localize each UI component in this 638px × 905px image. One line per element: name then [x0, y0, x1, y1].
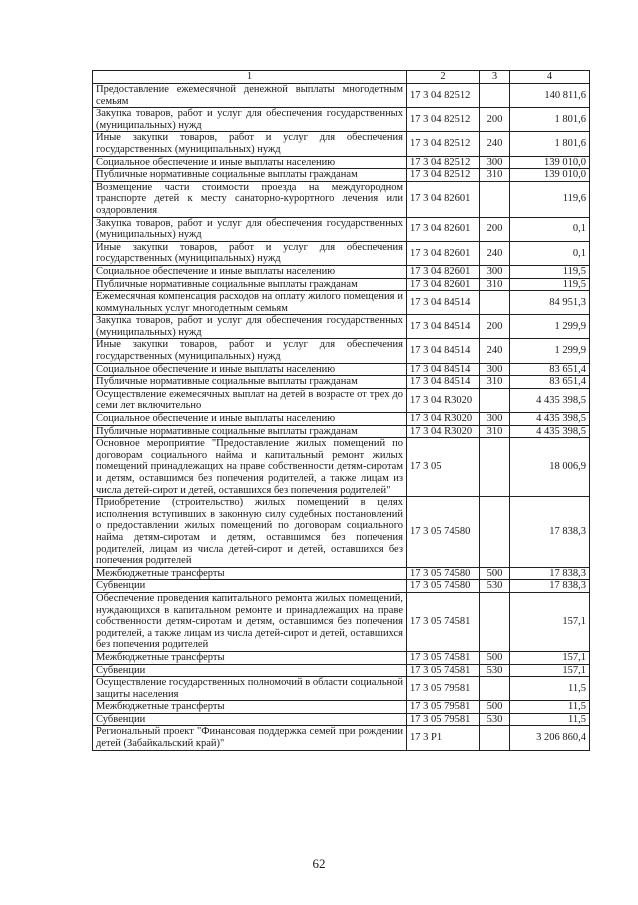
- table-row: [93, 108, 590, 132]
- row-name-cell: Публичные нормативные социальные выплаты гражданам: [93, 278, 407, 291]
- row-code-cell: 17 3 04 82512: [407, 108, 480, 132]
- table-row: [93, 425, 590, 438]
- row-code-cell: 17 3 05 79581: [407, 713, 480, 726]
- row-amount-cell: 140 811,6: [510, 84, 590, 108]
- row-expense-type-cell: [480, 291, 510, 315]
- row-name-cell: Социальное обеспечение и иные выплаты населению: [93, 156, 407, 169]
- row-expense-type-cell: 310: [480, 278, 510, 291]
- table-row: [93, 291, 590, 315]
- page-number: 62: [312, 856, 326, 871]
- row-code-cell: 17 3 04 82601: [407, 217, 480, 241]
- row-amount-cell: 17 838,3: [510, 580, 590, 593]
- row-expense-type-cell: [480, 388, 510, 412]
- row-amount-cell: 11,5: [510, 677, 590, 701]
- row-name-cell: Закупка товаров, работ и услуг для обеспечения государственных (муниципальных) нужд: [93, 108, 407, 132]
- row-name-cell: Субвенции: [93, 580, 407, 593]
- budget-table: [92, 70, 590, 751]
- row-code-cell: 17 3 04 82601: [407, 181, 480, 217]
- row-amount-cell: 157,1: [510, 592, 590, 651]
- row-name-cell: Предоставление ежемесячной денежной выплаты многодетным семьям: [93, 84, 407, 108]
- row-expense-type-cell: 530: [480, 580, 510, 593]
- row-code-cell: 17 3 04 82512: [407, 156, 480, 169]
- row-name-cell: Публичные нормативные социальные выплаты гражданам: [93, 169, 407, 182]
- row-expense-type-cell: 200: [480, 217, 510, 241]
- row-name-cell: Закупка товаров, работ и услуг для обеспечения государственных (муниципальных) нужд: [93, 315, 407, 339]
- row-expense-type-cell: [480, 181, 510, 217]
- row-expense-type-cell: 300: [480, 265, 510, 278]
- row-expense-type-cell: 300: [480, 156, 510, 169]
- row-code-cell: 17 3 05 74580: [407, 567, 480, 580]
- row-expense-type-cell: 240: [480, 241, 510, 265]
- row-amount-cell: 4 435 398,5: [510, 425, 590, 438]
- row-name-cell: Осуществление ежемесячных выплат на детей в возрасте от трех до семи лет включительно: [93, 388, 407, 412]
- header-col-3: 3: [480, 71, 510, 84]
- table-row: [93, 278, 590, 291]
- table-row: [93, 315, 590, 339]
- header-col-4: 4: [510, 71, 590, 84]
- row-amount-cell: 11,5: [510, 713, 590, 726]
- row-code-cell: 17 3 05 74581: [407, 664, 480, 677]
- row-amount-cell: 18 006,9: [510, 438, 590, 497]
- row-expense-type-cell: [480, 592, 510, 651]
- row-code-cell: 17 3 05 74580: [407, 580, 480, 593]
- row-code-cell: 17 3 05 79581: [407, 677, 480, 701]
- row-expense-type-cell: 310: [480, 425, 510, 438]
- row-expense-type-cell: 500: [480, 567, 510, 580]
- row-code-cell: 17 3 04 R3020: [407, 388, 480, 412]
- row-code-cell: 17 3 04 84514: [407, 363, 480, 376]
- row-name-cell: Публичные нормативные социальные выплаты гражданам: [93, 376, 407, 389]
- row-amount-cell: 119,6: [510, 181, 590, 217]
- table-row: [93, 241, 590, 265]
- table-row: [93, 339, 590, 363]
- row-amount-cell: 119,5: [510, 265, 590, 278]
- row-name-cell: Межбюджетные трансферты: [93, 567, 407, 580]
- table-row: [93, 713, 590, 726]
- table-row: [93, 363, 590, 376]
- table-row: [93, 265, 590, 278]
- row-code-cell: 17 3 05: [407, 438, 480, 497]
- table-row: [93, 497, 590, 568]
- row-expense-type-cell: 310: [480, 169, 510, 182]
- row-code-cell: 17 3 04 82512: [407, 169, 480, 182]
- row-name-cell: Субвенции: [93, 713, 407, 726]
- row-code-cell: 17 3 04 82601: [407, 265, 480, 278]
- row-expense-type-cell: 500: [480, 701, 510, 714]
- row-code-cell: 17 3 04 84514: [407, 339, 480, 363]
- table-row: [93, 388, 590, 412]
- row-amount-cell: 1 801,6: [510, 108, 590, 132]
- table-row: [93, 376, 590, 389]
- row-amount-cell: 11,5: [510, 701, 590, 714]
- row-expense-type-cell: [480, 84, 510, 108]
- row-name-cell: Обеспечение проведения капитального ремонта жилых помещений, нуждающихся в капитальном ремонте и принадлежащих на праве собственности детям-сиротам и детям, оставшимся без попечения родителей, а также лицам из числа детей-сирот и детей, оставшихся без попечения родителей: [93, 592, 407, 651]
- row-name-cell: Межбюджетные трансферты: [93, 651, 407, 664]
- row-name-cell: Осуществление государственных полномочий в области социальной защиты населения: [93, 677, 407, 701]
- row-code-cell: 17 3 04 84514: [407, 291, 480, 315]
- row-expense-type-cell: 530: [480, 664, 510, 677]
- row-name-cell: Социальное обеспечение и иные выплаты населению: [93, 413, 407, 426]
- table-row: [93, 726, 590, 750]
- row-code-cell: 17 3 04 82512: [407, 132, 480, 156]
- row-code-cell: 17 3 04 82512: [407, 84, 480, 108]
- row-amount-cell: 4 435 398,5: [510, 413, 590, 426]
- row-amount-cell: 157,1: [510, 664, 590, 677]
- row-amount-cell: 84 951,3: [510, 291, 590, 315]
- row-amount-cell: 1 801,6: [510, 132, 590, 156]
- table-row: [93, 580, 590, 593]
- row-name-cell: Иные закупки товаров, работ и услуг для обеспечения государственных (муниципальных) нужд: [93, 241, 407, 265]
- row-expense-type-cell: 530: [480, 713, 510, 726]
- row-code-cell: 17 3 04 82601: [407, 278, 480, 291]
- row-amount-cell: 0,1: [510, 217, 590, 241]
- row-code-cell: 17 3 05 79581: [407, 701, 480, 714]
- row-name-cell: Закупка товаров, работ и услуг для обеспечения государственных (муниципальных) нужд: [93, 217, 407, 241]
- row-amount-cell: 139 010,0: [510, 156, 590, 169]
- row-expense-type-cell: 300: [480, 363, 510, 376]
- row-name-cell: Субвенции: [93, 664, 407, 677]
- row-expense-type-cell: [480, 497, 510, 568]
- row-code-cell: 17 3 05 74581: [407, 592, 480, 651]
- table-row: [93, 132, 590, 156]
- row-expense-type-cell: [480, 726, 510, 750]
- row-code-cell: 17 3 P1: [407, 726, 480, 750]
- row-amount-cell: 4 435 398,5: [510, 388, 590, 412]
- row-name-cell: Публичные нормативные социальные выплаты гражданам: [93, 425, 407, 438]
- table-row: [93, 651, 590, 664]
- row-name-cell: Возмещение части стоимости проезда на междугородном транспорте детей к месту санаторно-курортного лечения или оздоровления: [93, 181, 407, 217]
- row-name-cell: Иные закупки товаров, работ и услуг для обеспечения государственных (муниципальных) нужд: [93, 339, 407, 363]
- row-name-cell: Приобретение (строительство) жилых помещений в целях исполнения вступивших в законную силу судебных постановлений о предоставлении жилых помещений по договорам социального найма детям-сиротам и детям, оставшимся без попечения родителей, лицам из числа детей-сирот и детей, оставшихся без попечения родителей: [93, 497, 407, 568]
- row-amount-cell: 1 299,9: [510, 315, 590, 339]
- table-header-row: [93, 71, 590, 84]
- row-expense-type-cell: 300: [480, 413, 510, 426]
- row-amount-cell: 0,1: [510, 241, 590, 265]
- table-row: [93, 438, 590, 497]
- header-col-1: 1: [93, 71, 407, 84]
- row-expense-type-cell: [480, 677, 510, 701]
- row-expense-type-cell: 240: [480, 339, 510, 363]
- table-row: [93, 169, 590, 182]
- table-row: [93, 181, 590, 217]
- table-row: [93, 592, 590, 651]
- row-code-cell: 17 3 04 84514: [407, 315, 480, 339]
- row-expense-type-cell: [480, 438, 510, 497]
- row-amount-cell: 119,5: [510, 278, 590, 291]
- row-name-cell: Социальное обеспечение и иные выплаты населению: [93, 363, 407, 376]
- table-row: [93, 156, 590, 169]
- row-amount-cell: 3 206 860,4: [510, 726, 590, 750]
- row-name-cell: Социальное обеспечение и иные выплаты населению: [93, 265, 407, 278]
- table-row: [93, 664, 590, 677]
- row-name-cell: Региональный проект "Финансовая поддержка семей при рождении детей (Забайкальский край)": [93, 726, 407, 750]
- row-amount-cell: 17 838,3: [510, 567, 590, 580]
- table-row: [93, 217, 590, 241]
- row-code-cell: 17 3 04 R3020: [407, 413, 480, 426]
- row-code-cell: 17 3 05 74580: [407, 497, 480, 568]
- table-body: [93, 84, 590, 751]
- row-name-cell: Ежемесячная компенсация расходов на оплату жилого помещения и коммунальных услуг многодетным семьям: [93, 291, 407, 315]
- row-amount-cell: 83 651,4: [510, 376, 590, 389]
- table-row: [93, 413, 590, 426]
- row-code-cell: 17 3 04 84514: [407, 376, 480, 389]
- row-amount-cell: 1 299,9: [510, 339, 590, 363]
- row-expense-type-cell: 200: [480, 108, 510, 132]
- table-row: [93, 567, 590, 580]
- row-amount-cell: 139 010,0: [510, 169, 590, 182]
- row-amount-cell: 157,1: [510, 651, 590, 664]
- row-expense-type-cell: 240: [480, 132, 510, 156]
- row-code-cell: 17 3 04 82601: [407, 241, 480, 265]
- table-row: [93, 84, 590, 108]
- row-code-cell: 17 3 04 R3020: [407, 425, 480, 438]
- row-amount-cell: 17 838,3: [510, 497, 590, 568]
- table-row: [93, 701, 590, 714]
- row-expense-type-cell: 500: [480, 651, 510, 664]
- row-name-cell: Межбюджетные трансферты: [93, 701, 407, 714]
- row-name-cell: Основное мероприятие "Предоставление жилых помещений по договорам социального найма и капитальный ремонт жилых помещений принадлежащих на праве собственности детям-сиротам и детям, оставшимся без попечения родителей, а также лицам из числа детей-сирот и детей, оставшихся без попечения родителей": [93, 438, 407, 497]
- row-amount-cell: 83 651,4: [510, 363, 590, 376]
- row-name-cell: Иные закупки товаров, работ и услуг для обеспечения государственных (муниципальных) нужд: [93, 132, 407, 156]
- row-expense-type-cell: 200: [480, 315, 510, 339]
- row-code-cell: 17 3 05 74581: [407, 651, 480, 664]
- row-expense-type-cell: 310: [480, 376, 510, 389]
- table-row: [93, 677, 590, 701]
- header-col-2: 2: [407, 71, 480, 84]
